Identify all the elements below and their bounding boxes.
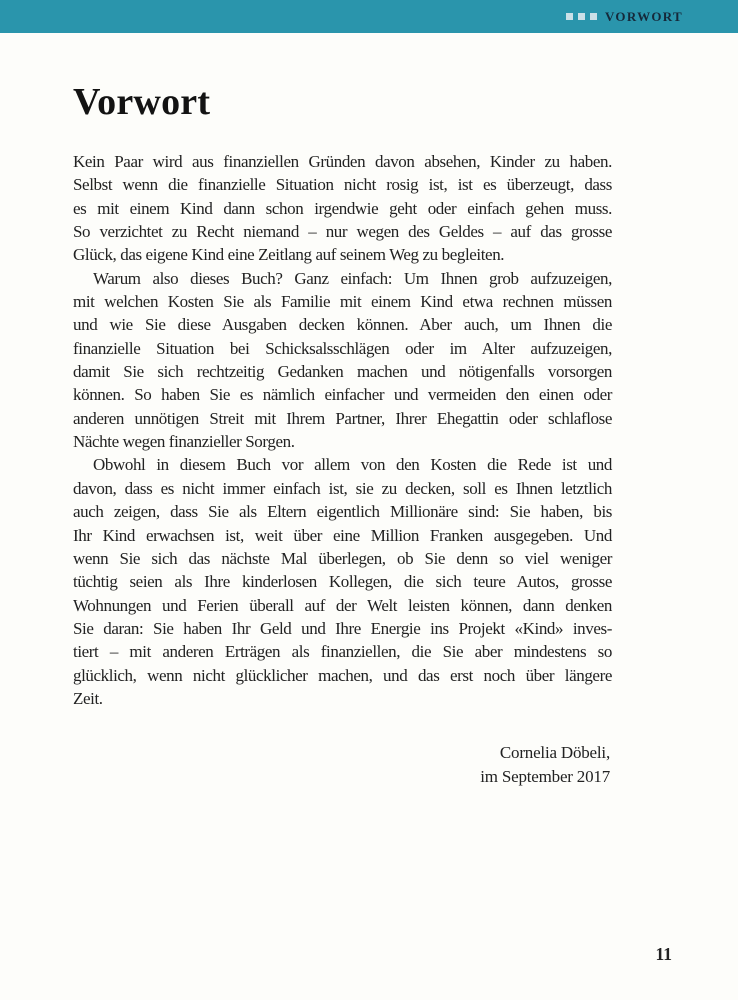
body-line: Selbst wenn die finanzielle Situation nicht rosig ist, ist es überzeugt, dass: [73, 175, 612, 195]
body-line: mit welchen Kosten Sie als Familie mit einem Kind etwa rechnen müssen: [73, 292, 612, 312]
chapter-header-bar: [0, 0, 738, 33]
body-line: tiert – mit anderen Erträgen als finanziellen, die Sie aber mindestens so: [73, 642, 612, 662]
body-text: [73, 150, 612, 710]
page-number: 11: [655, 944, 672, 964]
signature-block: [480, 741, 610, 788]
paragraph: [73, 453, 612, 710]
paragraph: [73, 150, 612, 267]
body-line: Zeit.: [73, 688, 103, 708]
decorative-squares: [561, 13, 597, 20]
body-line: und wie Sie diese Ausgaben decken können. Aber auch, um Ihnen die: [73, 315, 612, 335]
body-line: wenn Sie sich das nächste Mal überlegen, ob Sie denn so viel weniger: [73, 548, 612, 568]
body-line: damit Sie sich rechtzeitig Gedanken machen und nötigenfalls vorsorgen: [73, 362, 612, 382]
body-line: Wohnungen und Ferien überall auf der Welt leisten können, dann denken: [73, 595, 612, 615]
body-line: Sie daran: Sie haben Ihr Geld und Ihre Energie ins Projekt «Kind» inves-: [73, 618, 612, 638]
page-title: Vorwort: [73, 81, 211, 123]
decorative-square-icon: [590, 13, 597, 20]
body-line: es mit einem Kind dann schon irgendwie geht oder einfach gehen muss.: [73, 198, 612, 218]
body-line: finanzielle Situation bei Schicksalsschlägen oder im Alter aufzuzeigen,: [73, 338, 612, 358]
body-line: So verzichtet zu Recht niemand – nur wegen des Geldes – auf das grosse: [73, 222, 612, 242]
body-line: davon, dass es nicht immer einfach ist, sie zu decken, soll es Ihnen letztlich: [73, 478, 612, 498]
body-line: Warum also dieses Buch? Ganz einfach: Um Ihnen grob aufzuzeigen,: [93, 268, 612, 288]
body-line: auch zeigen, dass Sie als Eltern eigentlich Millionäre sind: Sie haben, bis: [73, 502, 612, 522]
body-line: Glück, das eigene Kind eine Zeitlang auf seinem Weg zu begleiten.: [73, 245, 505, 265]
body-line: glücklich, wenn nicht glücklicher machen, und das erst noch über längere: [73, 665, 612, 685]
body-line: können. So haben Sie es nämlich einfacher und vermeiden den einen oder: [73, 385, 612, 405]
signature-date: im September 2017: [480, 766, 610, 786]
decorative-square-icon: [566, 13, 573, 20]
body-line: anderen unnötigen Streit mit Ihrem Partner, Ihrer Ehegattin oder schlaflose: [73, 408, 612, 428]
signature-name: Cornelia Döbeli,: [499, 743, 610, 762]
running-head-chapter-label: VORWORT: [605, 8, 683, 24]
decorative-square-icon: [578, 13, 585, 20]
body-line: Nächte wegen finanzieller Sorgen.: [73, 432, 295, 452]
body-line: Kein Paar wird aus finanziellen Gründen davon absehen, Kinder zu haben.: [73, 152, 612, 171]
body-line: tüchtig seien als Ihre kinderlosen Kollegen, die sich teure Autos, grosse: [73, 572, 612, 592]
paragraph: [73, 267, 612, 454]
body-line: Ihr Kind erwachsen ist, weit über eine Million Franken ausgegeben. Und: [73, 525, 612, 545]
body-line: Obwohl in diesem Buch vor allem von den Kosten die Rede ist und: [93, 455, 612, 475]
